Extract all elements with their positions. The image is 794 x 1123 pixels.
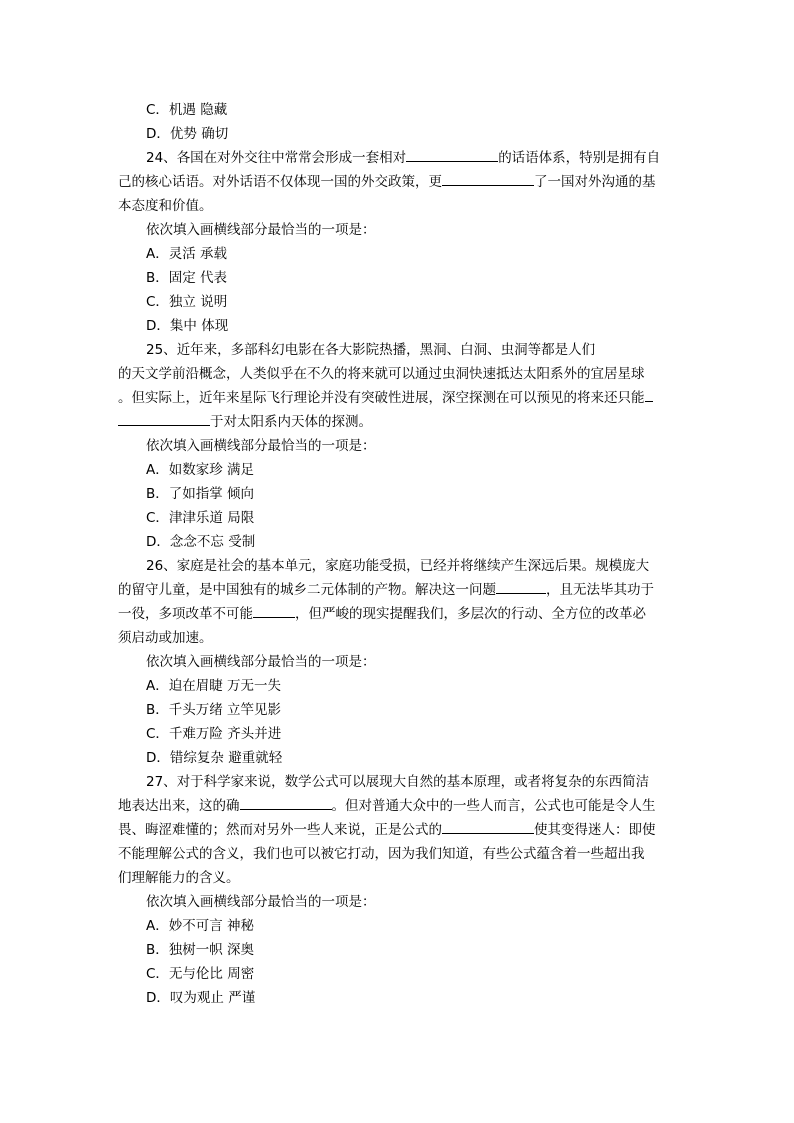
question-27-stem-line: 27、对于科学家来说，数学公式可以展现大自然的基本原理，或者将复杂的东西简洁 <box>146 774 650 790</box>
question-25-stem-line: 于对太阳系内天体的探测。 <box>118 410 678 434</box>
option-b: B．千头万绪 立竿见影 <box>146 702 282 718</box>
option-c: C．千难万险 齐头并进 <box>146 726 282 742</box>
answer-blank <box>645 386 653 402</box>
question-24-stem-line: 本态度和价值。 <box>118 198 213 214</box>
option-c: C．津津乐道 局限 <box>146 510 255 526</box>
option-d: D．念念不忘 受制 <box>146 534 256 550</box>
question-26-stem-line: 的留守儿童，是中国独有的城乡二元体制的产物。解决这一问题 ，且无法毕其功于 <box>118 578 678 602</box>
answer-blank <box>118 410 210 426</box>
question-prompt: 依次填入画横线部分最恰当的一项是： <box>146 894 376 910</box>
question-26-stem-line: 须启动或加速。 <box>118 630 213 646</box>
answer-blank <box>406 146 498 162</box>
option-c: C．独立 说明 <box>146 294 228 310</box>
question-25-stem-line: 的天文学前沿概念，人类似乎在不久的将来就可以通过虫洞快速抵达太阳系外的宜居星球 <box>118 366 645 382</box>
question-prompt: 依次填入画横线部分最恰当的一项是： <box>146 654 376 670</box>
option-c: C．无与伦比 周密 <box>146 966 255 982</box>
question-24-stem-line: 己的核心话语。对外话语不仅体现一国的外交政策，更 了一国对外沟通的基 <box>118 170 678 194</box>
question-27-stem-line: 畏、晦涩难懂的；然而对另外一些人来说，正是公式的 使其变得迷人：即使 <box>118 818 678 842</box>
option-c: C．机遇 隐藏 <box>146 102 228 118</box>
option-d: D．优势 确切 <box>146 126 229 142</box>
document-body <box>118 98 678 1010</box>
answer-blank <box>442 818 534 834</box>
option-d: D．错综复杂 避重就轻 <box>146 750 283 766</box>
option-d: D．集中 体现 <box>146 318 229 334</box>
question-27-stem-line: 不能理解公式的含义，我们也可以被它打动，因为我们知道，有些公式蕴含着一些超出我 <box>118 846 645 862</box>
option-b: B．固定 代表 <box>146 270 228 286</box>
option-a: A．妙不可言 神秘 <box>146 918 255 934</box>
question-prompt: 依次填入画横线部分最恰当的一项是： <box>146 438 376 454</box>
option-d: D．叹为观止 严谨 <box>146 990 256 1006</box>
option-a: A．如数家珍 满足 <box>146 462 255 478</box>
question-24-stem-line: 24、各国在对外交往中常常会形成一套相对 的话语体系，特别是拥有自 <box>118 146 678 170</box>
answer-blank <box>496 578 546 594</box>
answer-blank <box>442 170 534 186</box>
answer-blank <box>240 794 332 810</box>
question-26-stem-line: 一役，多项改革不可能 ，但严峻的现实提醒我们，多层次的行动、全方位的改革必 <box>118 602 678 626</box>
option-a: A．灵活 承载 <box>146 246 228 262</box>
question-25-stem-line: 。但实际上，近年来星际飞行理论并没有突破性进展，深空探测在可以预见的将来还只能 <box>118 386 678 410</box>
option-b: B．了如指掌 倾向 <box>146 486 255 502</box>
question-27-stem-line: 们理解能力的含义。 <box>118 870 240 886</box>
answer-blank <box>253 602 295 618</box>
option-b: B．独树一帜 深奥 <box>146 942 255 958</box>
question-26-stem-line: 26、家庭是社会的基本单元，家庭功能受损，已经并将继续产生深远后果。规模庞大 <box>146 558 650 574</box>
question-27-stem-line: 地表达出来，这的确 。但对普通大众中的一些人而言，公式也可能是令人生 <box>118 794 678 818</box>
question-25-stem-line: 25、近年来，多部科幻电影在各大影院热播，黑洞、白洞、虫洞等都是人们 <box>146 342 596 358</box>
option-a: A．迫在眉睫 万无一失 <box>146 678 282 694</box>
question-prompt: 依次填入画横线部分最恰当的一项是： <box>146 222 376 238</box>
